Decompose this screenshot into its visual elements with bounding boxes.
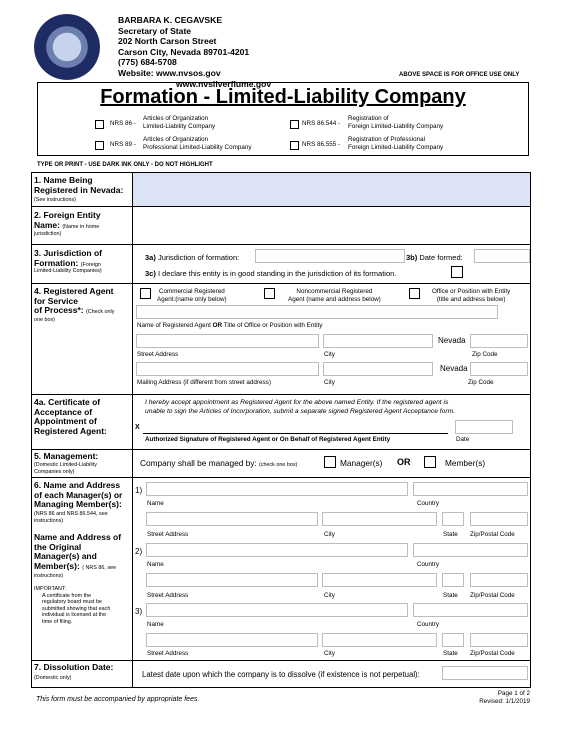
section-1-sub: (See instructions)	[34, 197, 76, 203]
manager-street-input[interactable]	[146, 573, 318, 587]
important-note: IMPORTANT: A certificate from the regulatory board must be submitted showing that each individual is licensed at the time of filing.	[34, 586, 111, 625]
manager-name-input[interactable]	[146, 482, 408, 496]
jurisdiction-input[interactable]	[255, 249, 405, 263]
section-4-label: 4. Registered Agent for Service of Process*: (Check only	[34, 286, 115, 315]
street-caption: Street Address	[137, 351, 179, 358]
secretary-office: Secretary of State	[118, 25, 192, 36]
page-info: Page 1 of 2 Revised: 1/1/2019	[479, 690, 530, 705]
section-1-label: 1. Name Being Registered in Nevada:	[34, 175, 124, 195]
city-caption: City	[324, 531, 335, 538]
signature-caption: Authorized Signature of Registered Agent or On Behalf of Registered Agent Entity	[145, 436, 391, 443]
row-line	[31, 449, 531, 450]
nrs86555-code: NRS 86.555 -	[302, 141, 341, 148]
zip-caption: Zip/Postal Code	[470, 531, 515, 538]
grid-divider	[132, 172, 133, 687]
section-2-label: 2. Foreign Entity Name: (Name in home	[34, 210, 101, 230]
good-standing-checkbox[interactable]	[451, 266, 463, 278]
good-standing-label: 3c) I declare this entity is in good standing in the jurisdiction of its formation.	[145, 269, 397, 278]
agent-city-input[interactable]	[323, 334, 433, 348]
row-line	[31, 244, 531, 245]
state-caption: State	[443, 650, 458, 657]
street-caption: Street Address	[147, 531, 189, 538]
nrs89-checkbox[interactable]	[95, 141, 104, 150]
office-phone: (775) 684-5708	[118, 57, 177, 68]
date-formed-label: 3b) Date formed:	[406, 253, 463, 262]
manager-zip-input[interactable]	[470, 573, 528, 587]
managers-checkbox[interactable]	[324, 456, 336, 468]
manager-country-input[interactable]	[413, 482, 528, 496]
section-6-sub: (NRS 86 and NRS 86.544, see instructions)	[34, 511, 108, 524]
acceptance-statement: I hereby accept appointment as Registered Agent for the above named Entity. If the registered agent is unable to sign the Articles of Incorporation, submit a separate signed Registered Agent Acceptance form.	[145, 399, 456, 415]
office-use-note: ABOVE SPACE IS FOR OFFICE USE ONLY	[399, 72, 520, 78]
section-2-sub: jurisdiction)	[34, 231, 62, 237]
city-caption: City	[324, 650, 335, 657]
original-managers-label: Name and Address of the Original Manager(s) and Member(s): ( NRS 86, see	[34, 532, 122, 571]
manager-zip-input[interactable]	[470, 512, 528, 526]
or-label: OR	[397, 457, 411, 467]
nrs86-desc: Articles of Organization Limited-Liability Company	[143, 115, 216, 130]
row-line	[31, 394, 531, 395]
entry-number: 2)	[135, 547, 143, 556]
section-6-label: 6. Name and Address of each Manager(s) or Managing Member(s):	[34, 480, 123, 509]
agent-zip-input[interactable]	[470, 334, 528, 348]
mailing-city-input[interactable]	[323, 362, 433, 376]
row-line-bottom	[31, 687, 531, 688]
name-caption: Name	[147, 561, 164, 568]
zip-caption: Zip/Postal Code	[470, 650, 515, 657]
nrs86-checkbox[interactable]	[95, 120, 104, 129]
agent-name-input[interactable]	[136, 305, 498, 319]
section-7-label: 7. Dissolution Date:	[34, 662, 114, 672]
manager-street-input[interactable]	[146, 633, 318, 647]
entry-number: 1)	[135, 486, 143, 495]
section-7-sub: (Domestic only)	[34, 675, 72, 681]
members-label: Member(s)	[445, 458, 486, 468]
state-caption: State	[443, 592, 458, 599]
agent-state-2: Nevada	[440, 364, 468, 373]
entity-name-field[interactable]	[133, 173, 530, 206]
ink-instructions: TYPE OR PRINT - USE DARK INK ONLY - DO NOT HIGHLIGHT	[37, 162, 213, 168]
date-formed-input[interactable]	[474, 249, 530, 263]
signature-x: X	[135, 424, 140, 431]
original-managers-sub: instructions)	[34, 573, 64, 579]
jurisdiction-label: 3a) Jurisdiction of formation:	[145, 253, 240, 262]
signature-line[interactable]	[143, 433, 448, 434]
manager-state-input[interactable]	[442, 633, 464, 647]
nrs89-code: NRS 89 -	[110, 141, 136, 148]
dissolution-date-input[interactable]	[442, 666, 528, 680]
secretary-name: BARBARA K. CEGAVSKE	[118, 15, 223, 25]
manager-name-input[interactable]	[146, 543, 408, 557]
zip-caption-2: Zip Code	[468, 379, 494, 386]
section-4-sub: one box)	[34, 317, 55, 323]
zip-caption: Zip/Postal Code	[470, 592, 515, 599]
nrs86544-code: NRS 86.544 -	[302, 120, 341, 127]
street-caption: Street Address	[147, 592, 189, 599]
grid-left-border	[31, 172, 32, 687]
section-5-sub: (Domestic Limited-Liability Companies only)	[34, 462, 97, 475]
mailing-caption: Mailing Address (if different from street address)	[137, 379, 271, 386]
city-caption-2: City	[324, 379, 335, 386]
nrs86544-desc: Registration of Foreign Limited-Liability Company	[348, 115, 444, 130]
nrs89-desc: Articles of Organization Professional Limited-Liability Company	[143, 136, 252, 151]
nrs86555-desc: Registration of Professional Foreign Limited-Liability Company	[348, 136, 444, 151]
manager-street-input[interactable]	[146, 512, 318, 526]
mailing-zip-input[interactable]	[470, 362, 528, 376]
row-line	[31, 660, 531, 661]
office-position-label: Office or Position with Entity (title and address below)	[432, 288, 511, 303]
secretary-header	[118, 15, 271, 89]
manager-state-input[interactable]	[442, 573, 464, 587]
manager-city-input[interactable]	[322, 633, 437, 647]
manager-name-input[interactable]	[146, 603, 408, 617]
street-caption: Street Address	[147, 650, 189, 657]
acceptance-date-input[interactable]	[455, 420, 513, 434]
manager-state-input[interactable]	[442, 512, 464, 526]
office-city: Carson City, Nevada 89701-4201	[118, 46, 250, 57]
dissolution-label: Latest date upon which the company is to dissolve (if existence is not perpetual):	[142, 670, 420, 679]
section-3-sub: Limited-Liability Companies)	[34, 268, 102, 274]
agent-street-input[interactable]	[136, 334, 319, 348]
row-line	[31, 477, 531, 478]
form-title: Formation - Limited-Liability Company	[100, 86, 466, 108]
date-caption: Date	[456, 436, 470, 443]
website-2[interactable]: www.nvsilverflume.gov	[176, 78, 272, 89]
office-position-checkbox[interactable]	[409, 288, 420, 299]
section-3-label: 3. Jurisdiction of Formation: (Foreign	[34, 248, 103, 268]
nrs86544-checkbox[interactable]	[290, 120, 299, 129]
city-caption: City	[324, 351, 335, 358]
noncommercial-agent-label: Noncommercial Registered Agent (name and address below)	[288, 288, 381, 303]
row-line	[31, 283, 531, 284]
office-address: 202 North Carson Street	[118, 36, 217, 47]
name-caption: Name	[147, 500, 164, 507]
manager-city-input[interactable]	[322, 573, 437, 587]
section-5-label: 5. Management:	[34, 451, 99, 461]
noncommercial-agent-checkbox[interactable]	[264, 288, 275, 299]
row-line	[31, 206, 531, 207]
managers-label: Manager(s)	[340, 458, 383, 468]
website[interactable]: Website: www.nvsos.gov	[118, 67, 221, 78]
country-caption: Country	[417, 561, 440, 568]
agent-name-caption: Name of Registered Agent OR Title of Office or Position with Entity	[137, 322, 323, 329]
manager-country-input[interactable]	[413, 543, 528, 557]
fees-note: This form must be accompanied by appropriate fees.	[36, 696, 200, 703]
nrs86-code: NRS 86 -	[110, 120, 136, 127]
members-checkbox[interactable]	[424, 456, 436, 468]
manager-city-input[interactable]	[322, 512, 437, 526]
commercial-agent-label: Commercial Registered Agent:(name only below)	[157, 288, 227, 303]
zip-caption: Zip Code	[472, 351, 498, 358]
mailing-address-input[interactable]	[136, 362, 319, 376]
grid-right-border	[530, 172, 531, 687]
country-caption: Country	[417, 500, 440, 507]
nrs86555-checkbox[interactable]	[290, 141, 299, 150]
city-caption: City	[324, 592, 335, 599]
name-caption: Name	[147, 621, 164, 628]
managed-by-label: Company shall be managed by: (check one box)	[140, 458, 298, 468]
manager-zip-input[interactable]	[470, 633, 528, 647]
state-seal-logo	[34, 14, 100, 80]
entry-number: 3)	[135, 607, 143, 616]
state-caption: State	[443, 531, 458, 538]
country-caption: Country	[417, 621, 440, 628]
section-4a-label: 4a. Certificate of Acceptance of Appointment of Registered Agent:	[34, 397, 107, 436]
commercial-agent-checkbox[interactable]	[140, 288, 151, 299]
agent-state-1: Nevada	[438, 336, 466, 345]
manager-country-input[interactable]	[413, 603, 528, 617]
